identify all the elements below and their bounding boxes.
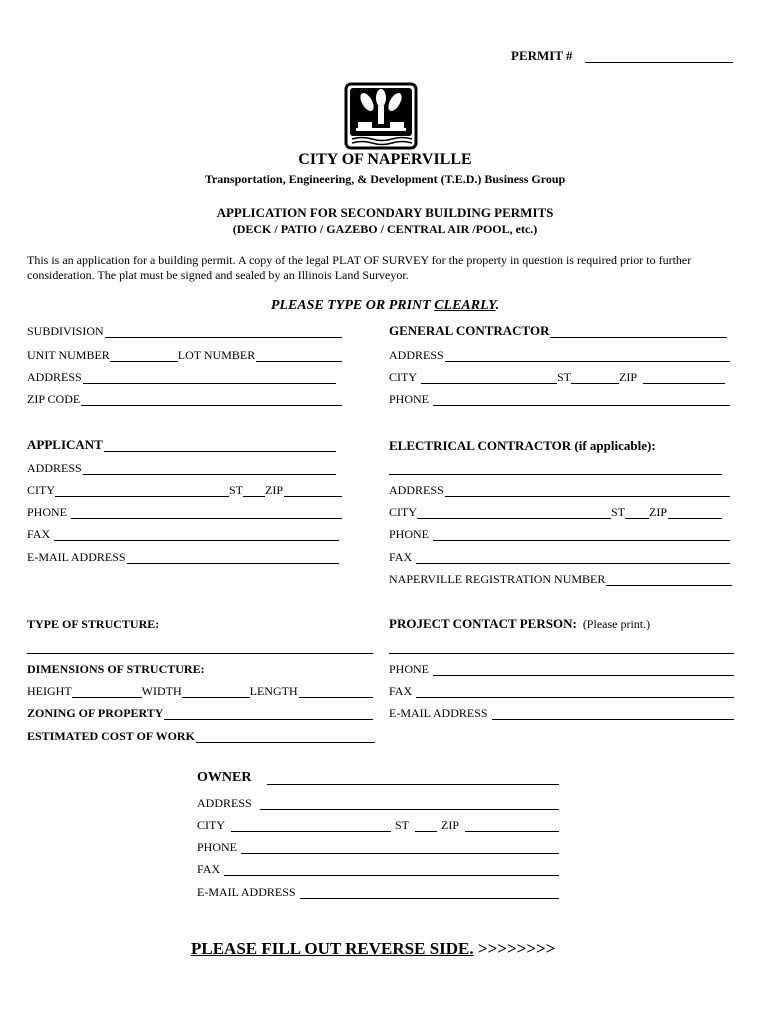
dimensions-label: DIMENSIONS OF STRUCTURE: [27,662,205,676]
zip-code-field[interactable]: ZIP CODE [27,392,342,406]
ec-phone-field[interactable]: PHONE [389,527,730,541]
project-contact-label: PROJECT CONTACT PERSON: (Please print.) [389,616,651,631]
pc-email-field[interactable]: E-MAIL ADDRESS [389,706,734,720]
owner-email-field[interactable]: E-MAIL ADDRESS [197,885,559,899]
estimated-cost-field[interactable]: ESTIMATED COST OF WORK [27,729,375,743]
ec-city-row[interactable]: CITY ST ZIP [389,505,722,519]
form-title: APPLICATION FOR SECONDARY BUILDING PERMITS [216,205,554,220]
type-of-structure-label: TYPE OF STRUCTURE: [27,617,160,631]
pc-fax-field[interactable]: FAX [389,684,734,698]
ec-address-field[interactable]: ADDRESS [389,483,730,497]
intro-text-line2: consideration. The plat must be signed and sealed by an Illinois Land Surveyor. [27,268,409,282]
ec-fax-field[interactable]: FAX [389,550,730,564]
gc-phone-field[interactable]: PHONE [389,392,730,406]
owner-field[interactable]: OWNER [197,771,559,785]
electrical-contractor-name-field[interactable] [389,474,722,475]
general-contractor-field[interactable]: GENERAL CONTRACTOR [389,324,727,338]
type-of-structure-field[interactable] [27,653,373,654]
applicant-email-field[interactable]: E-MAIL ADDRESS [27,550,339,564]
owner-city-row[interactable]: CITY ST ZIP [197,818,559,832]
subdivision-field[interactable]: SUBDIVISION [27,324,342,338]
city-tree-logo-icon [344,82,418,150]
permit-number-label: PERMIT # [511,48,573,63]
owner-phone-field[interactable]: PHONE [197,840,559,854]
project-contact-name-field[interactable] [389,653,734,654]
intro-text-line1: This is an application for a building permit. A copy of the legal PLAT OF SURVEY for the property in question is required prior to further [27,253,692,267]
reverse-side-notice: PLEASE FILL OUT REVERSE SIDE. >>>>>>>> [191,939,556,958]
gc-address-field[interactable]: ADDRESS [389,348,730,362]
permit-number-field[interactable] [585,62,733,63]
applicant-phone-field[interactable]: PHONE [27,505,342,519]
ec-registration-field[interactable]: NAPERVILLE REGISTRATION NUMBER [389,572,732,586]
form-subtitle: (DECK / PATIO / GAZEBO / CENTRAL AIR /POOL, etc.) [232,222,538,236]
city-title: CITY OF NAPERVILLE [298,151,472,168]
applicant-city-row[interactable]: CITY ST ZIP [27,483,342,497]
electrical-contractor-label: ELECTRICAL CONTRACTOR (if applicable): [389,438,656,453]
applicant-fax-field[interactable]: FAX [27,527,339,541]
department-name: Transportation, Engineering, & Development (T.E.D.) Business Group [204,172,566,186]
zoning-field[interactable]: ZONING OF PROPERTY [27,706,373,720]
owner-fax-field[interactable]: FAX [197,862,559,876]
gc-city-row[interactable]: CITY ST ZIP [389,370,725,384]
dimensions-row[interactable]: HEIGHT WIDTH LENGTH [27,684,373,698]
applicant-address-field[interactable]: ADDRESS [27,461,336,475]
property-address-field[interactable]: ADDRESS [27,370,336,384]
pc-phone-field[interactable]: PHONE [389,662,734,676]
owner-address-field[interactable]: ADDRESS [197,796,559,810]
applicant-field[interactable]: APPLICANT [27,438,336,452]
print-clearly-instruction: PLEASE TYPE OR PRINT CLEARLY. [270,298,500,313]
unit-lot-row[interactable]: UNIT NUMBER LOT NUMBER [27,348,342,362]
